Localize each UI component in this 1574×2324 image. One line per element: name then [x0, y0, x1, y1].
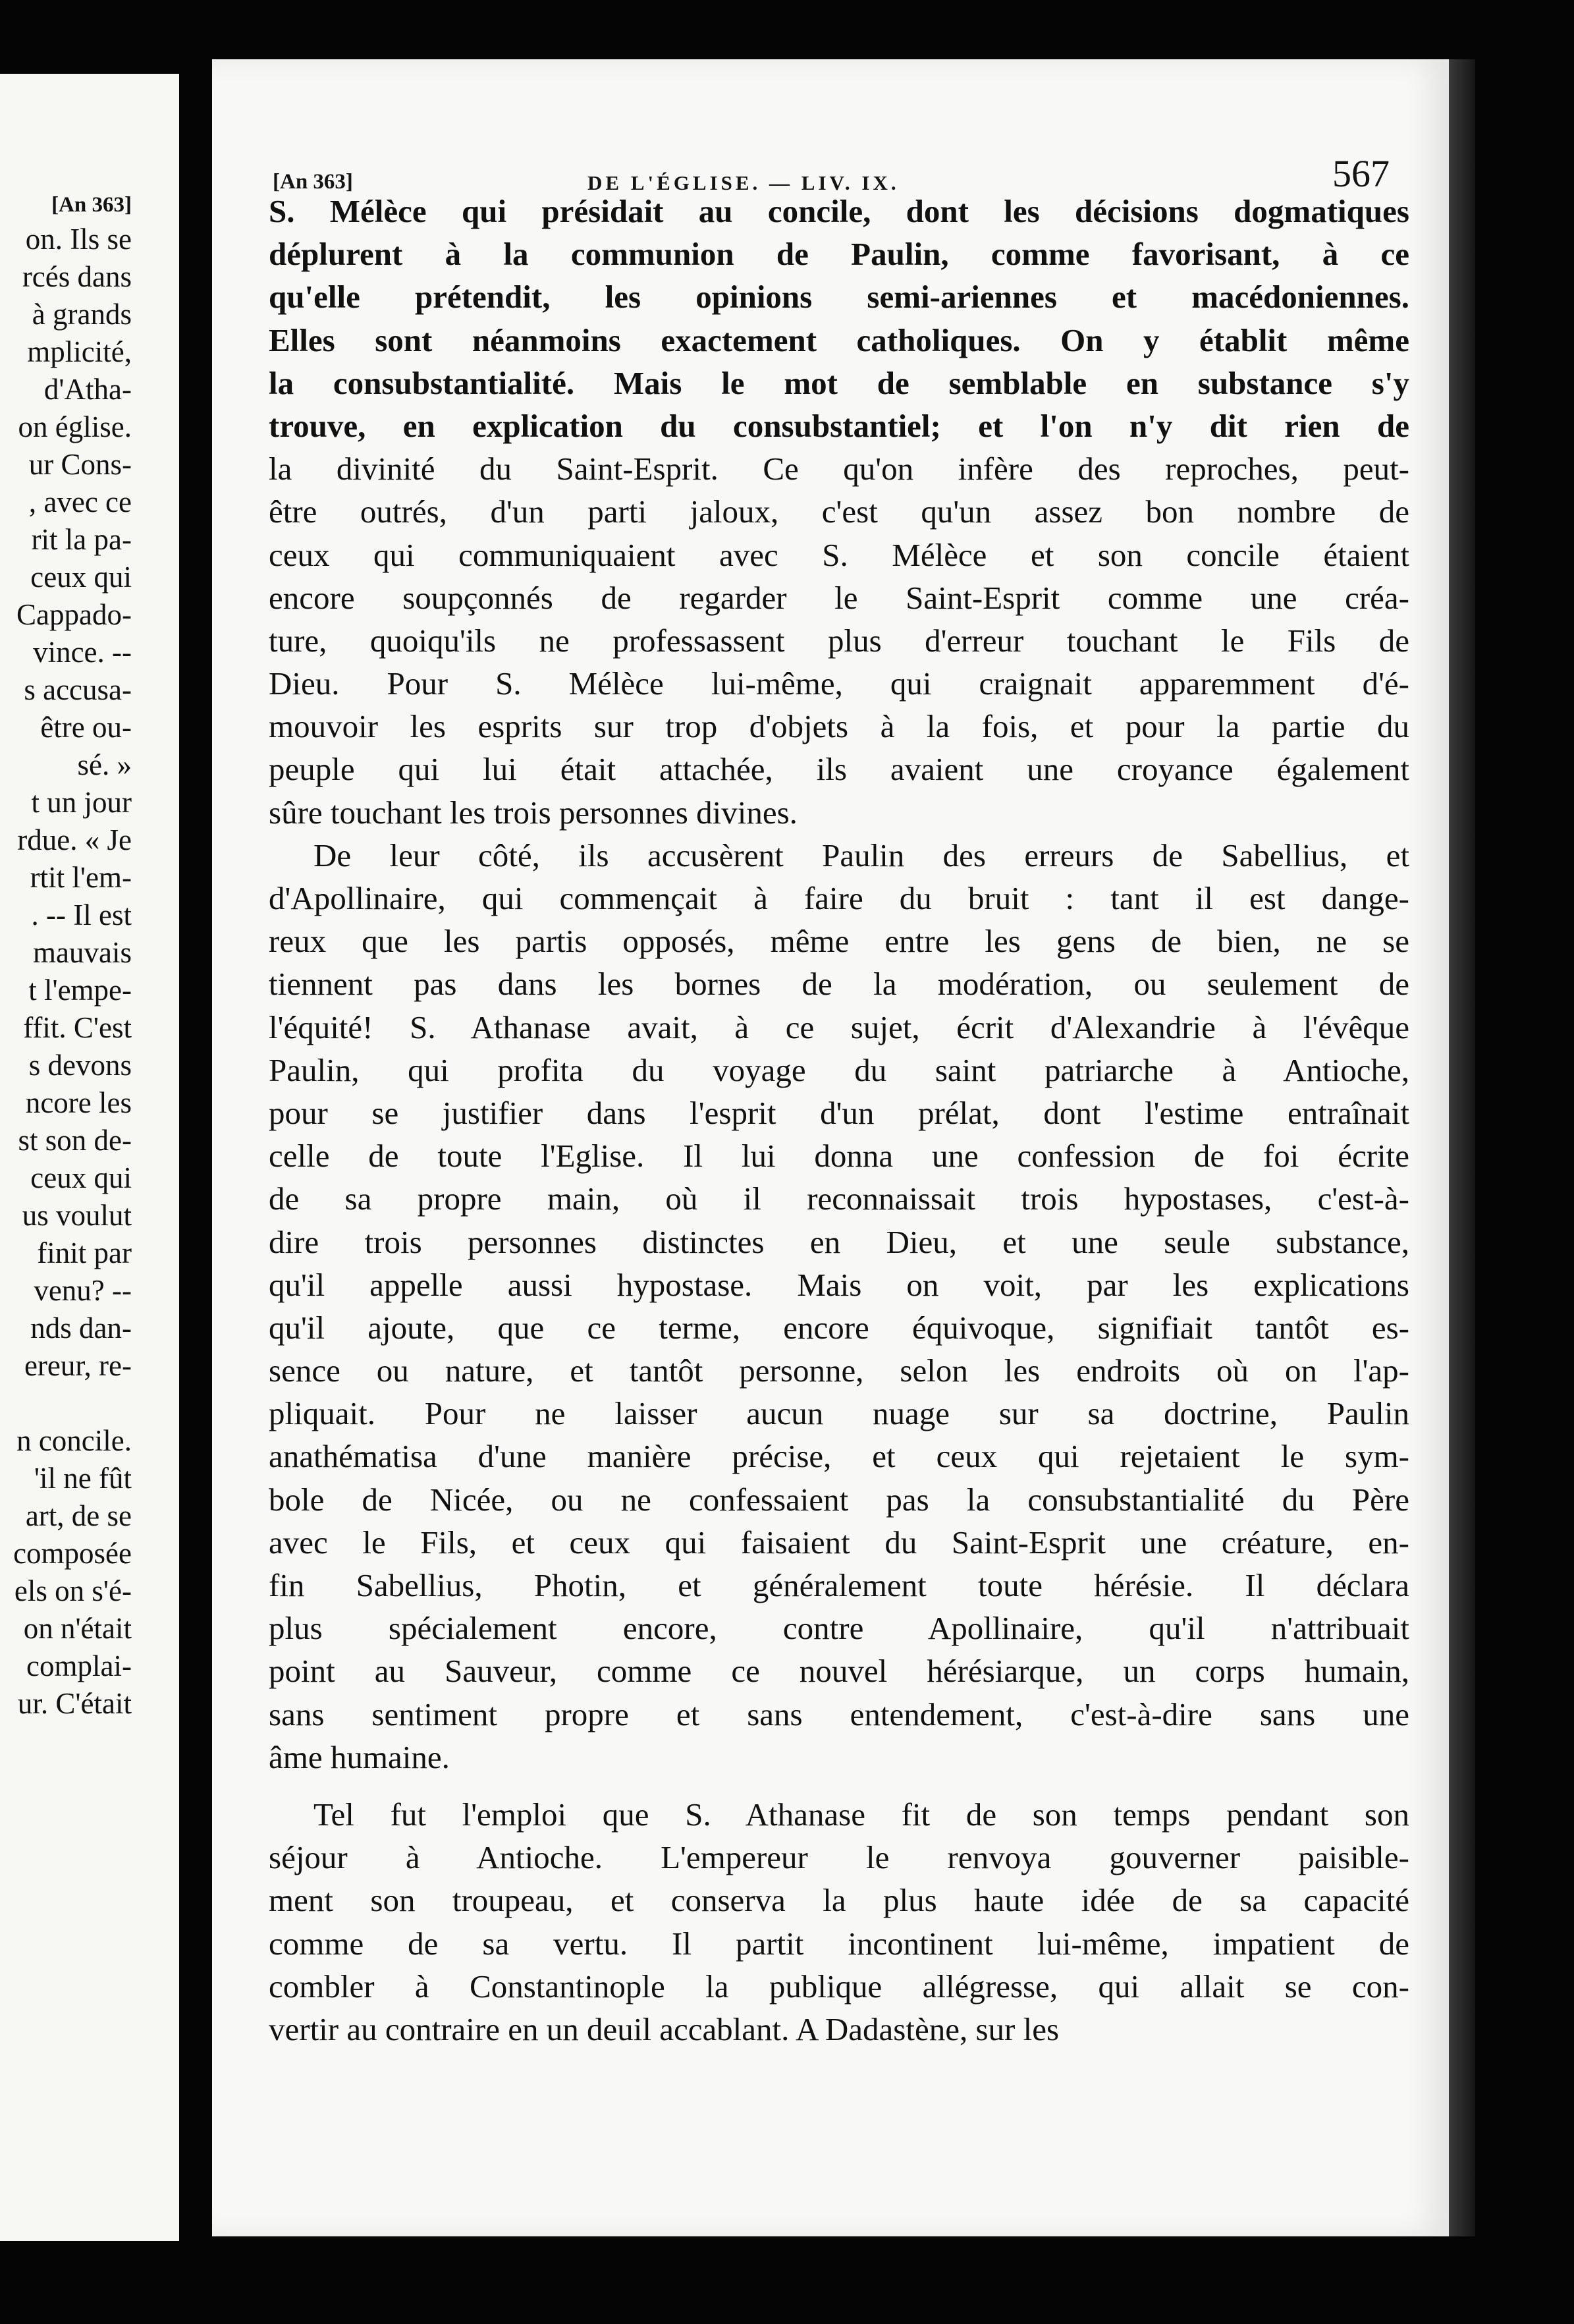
left-page-line: venu? --	[34, 1274, 132, 1307]
left-page-line: mauvais	[33, 936, 132, 969]
left-page-line: composée	[13, 1537, 132, 1570]
left-page-line: on. Ils se	[25, 223, 132, 256]
left-page-line: rcés dans	[22, 260, 132, 293]
text-line: pour se justifier dans l'esprit d'un prélat, dont l'estime entraînait	[269, 1094, 1409, 1131]
text-line: avec le Fils, et ceux qui faisaient du Saint-Esprit une créature, en-	[269, 1524, 1409, 1561]
left-page-line: ceux qui	[30, 1161, 132, 1194]
page-number: 567	[1332, 152, 1390, 195]
text-line: ture, quoiqu'ils ne professassent plus d'erreur touchant le Fils de	[269, 622, 1409, 659]
text-line: tiennent pas dans les bornes de la modération, ou seulement de	[269, 966, 1409, 1003]
left-page-line: t l'empe-	[28, 974, 132, 1007]
text-line: encore soupçonnés de regarder le Saint-Esprit comme une créa-	[269, 579, 1409, 616]
text-line: de sa propre main, où il reconnaissait trois hypostases, c'est-à-	[269, 1180, 1409, 1217]
left-page-line: ereur, re-	[24, 1349, 132, 1382]
left-page-line: els on s'é-	[14, 1574, 132, 1607]
left-page-line: nds dan-	[30, 1312, 132, 1344]
left-page-line: rdue. « Je	[17, 823, 132, 856]
left-page-line: art, de se	[25, 1499, 132, 1532]
text-line: trouve, en explication du consubstantiel; et l'on n'y dit rien de	[269, 407, 1409, 444]
main-page	[212, 59, 1449, 2236]
left-page-line: s devons	[28, 1049, 132, 1082]
left-page-line: 'il ne fût	[34, 1462, 132, 1495]
text-line: d'Apollinaire, qui commençait à faire du bruit : tant il est dange-	[269, 880, 1409, 916]
text-line: comme de sa vertu. Il partit incontinent lui-même, impatient de	[269, 1925, 1409, 1962]
text-line: reux que les partis opposés, même entre les gens de bien, ne se	[269, 923, 1409, 960]
text-line: mouvoir les esprits sur trop d'objets à la fois, et pour la partie du	[269, 708, 1409, 745]
text-line: sans sentiment propre et sans entendement, c'est-à-dire sans une	[269, 1696, 1409, 1732]
text-line: De leur côté, ils accusèrent Paulin des erreurs de Sabellius, et	[313, 837, 1409, 873]
text-line: sûre touchant les trois personnes divines.	[269, 794, 798, 831]
text-line: Tel fut l'emploi que S. Athanase fit de son temps pendant son	[313, 1796, 1409, 1833]
text-line: déplurent à la communion de Paulin, comme favorisant, à ce	[269, 236, 1409, 273]
text-line: S. Mélèce qui présidait au concile, dont les décisions dogmatiques	[269, 193, 1409, 229]
text-line: qu'il appelle aussi hypostase. Mais on voit, par les explications	[269, 1266, 1409, 1303]
text-line: point au Sauveur, comme ce nouvel hérésiarque, un corps humain,	[269, 1653, 1409, 1690]
body-text	[269, 190, 1409, 2051]
text-line: la divinité du Saint-Esprit. Ce qu'on infère des reproches, peut-	[269, 451, 1409, 487]
left-page-line: , avec ce	[28, 485, 132, 518]
text-line: celle de toute l'Eglise. Il lui donna une confession de foi écrite	[269, 1138, 1409, 1175]
left-page-line: sé. »	[77, 748, 132, 781]
left-page-line: Cappado-	[16, 598, 132, 631]
text-line: qu'elle prétendit, les opinions semi-ariennes et macédoniennes.	[269, 279, 1409, 316]
left-page-running-head: [An 363]	[51, 193, 132, 217]
text-line: pliquait. Pour ne laisser aucun nuage sur sa doctrine, Paulin	[269, 1395, 1409, 1432]
left-page-fragment	[0, 74, 179, 2241]
left-page-line: ncore les	[25, 1086, 132, 1119]
text-line: qu'il ajoute, que ce terme, encore équivoque, signifiait tantôt es-	[269, 1309, 1409, 1346]
left-page-line: on n'était	[23, 1612, 132, 1645]
page-edge-shadow	[1449, 59, 1475, 2236]
left-page-line: st son de-	[18, 1124, 132, 1157]
text-line: la consubstantialité. Mais le mot de semblable en substance s'y	[269, 364, 1409, 401]
left-page-line: complai-	[26, 1649, 132, 1682]
left-page-line: rtit l'em-	[30, 861, 132, 894]
text-line: l'équité! S. Athanase avait, à ce sujet, écrit d'Alexandrie à l'évêque	[269, 1009, 1409, 1045]
text-line: être outrés, d'un parti jaloux, c'est qu'un assez bon nombre de	[269, 493, 1409, 530]
text-line: ment son troupeau, et conserva la plus haute idée de sa capacité	[269, 1882, 1409, 1919]
left-page-line: d'Atha-	[43, 373, 132, 406]
text-line: dire trois personnes distinctes en Dieu, et une seule substance,	[269, 1223, 1409, 1260]
left-page-line: être ou-	[40, 711, 132, 744]
text-line: plus spécialement encore, contre Apollinaire, qu'il n'attribuait	[269, 1610, 1409, 1647]
running-head-year: [An 363]	[273, 170, 353, 194]
left-page-line: on église.	[18, 410, 132, 443]
left-page-line: ur. C'était	[17, 1687, 132, 1720]
left-page-line: rit la pa-	[31, 523, 132, 556]
text-line: Elles sont néanmoins exactement catholiques. On y établit même	[269, 321, 1409, 358]
text-line: peuple qui lui était attachée, ils avaient une croyance également	[269, 751, 1409, 788]
left-page-line: mplicité,	[27, 335, 132, 368]
text-line: fin Sabellius, Photin, et généralement toute hérésie. Il déclara	[269, 1567, 1409, 1603]
left-page-line: ceux qui	[30, 561, 132, 594]
text-line: Dieu. Pour S. Mélèce lui-même, qui craignait apparemment d'é-	[269, 665, 1409, 702]
text-line: Paulin, qui profita du voyage du saint patriarche à Antioche,	[269, 1051, 1409, 1088]
left-page-line: n concile.	[16, 1424, 132, 1457]
left-page-line: ffit. C'est	[23, 1011, 132, 1044]
left-page-line: ur Cons-	[28, 448, 132, 481]
running-head-title: DE L'ÉGLISE. — LIV. IX.	[587, 171, 900, 194]
text-line: vertir au contraire en un deuil accablant. A Dadastène, sur les	[269, 2010, 1060, 2047]
left-page-line: vince. --	[33, 636, 132, 669]
left-page-line: . -- Il est	[31, 899, 132, 931]
left-page-line: t un jour	[31, 786, 132, 819]
left-page-line: à grands	[32, 298, 132, 331]
text-line: bole de Nicée, ou ne confessaient pas la consubstantialité du Père	[269, 1481, 1409, 1518]
text-line: séjour à Antioche. L'empereur le renvoya gouverner paisible-	[269, 1839, 1409, 1876]
text-line: sence ou nature, et tantôt personne, selon les endroits où on l'ap-	[269, 1352, 1409, 1389]
text-line: âme humaine.	[269, 1738, 450, 1775]
left-page-line: us voulut	[22, 1199, 132, 1232]
text-line: ceux qui communiquaient avec S. Mélèce et son concile étaient	[269, 536, 1409, 573]
text-line: combler à Constantinople la publique allégresse, qui allait se con-	[269, 1968, 1409, 2005]
left-page-line: s accusa-	[24, 673, 132, 706]
text-line: anathématisa d'une manière précise, et ceux qui rejetaient le sym-	[269, 1438, 1409, 1475]
left-page-line: finit par	[37, 1236, 132, 1269]
